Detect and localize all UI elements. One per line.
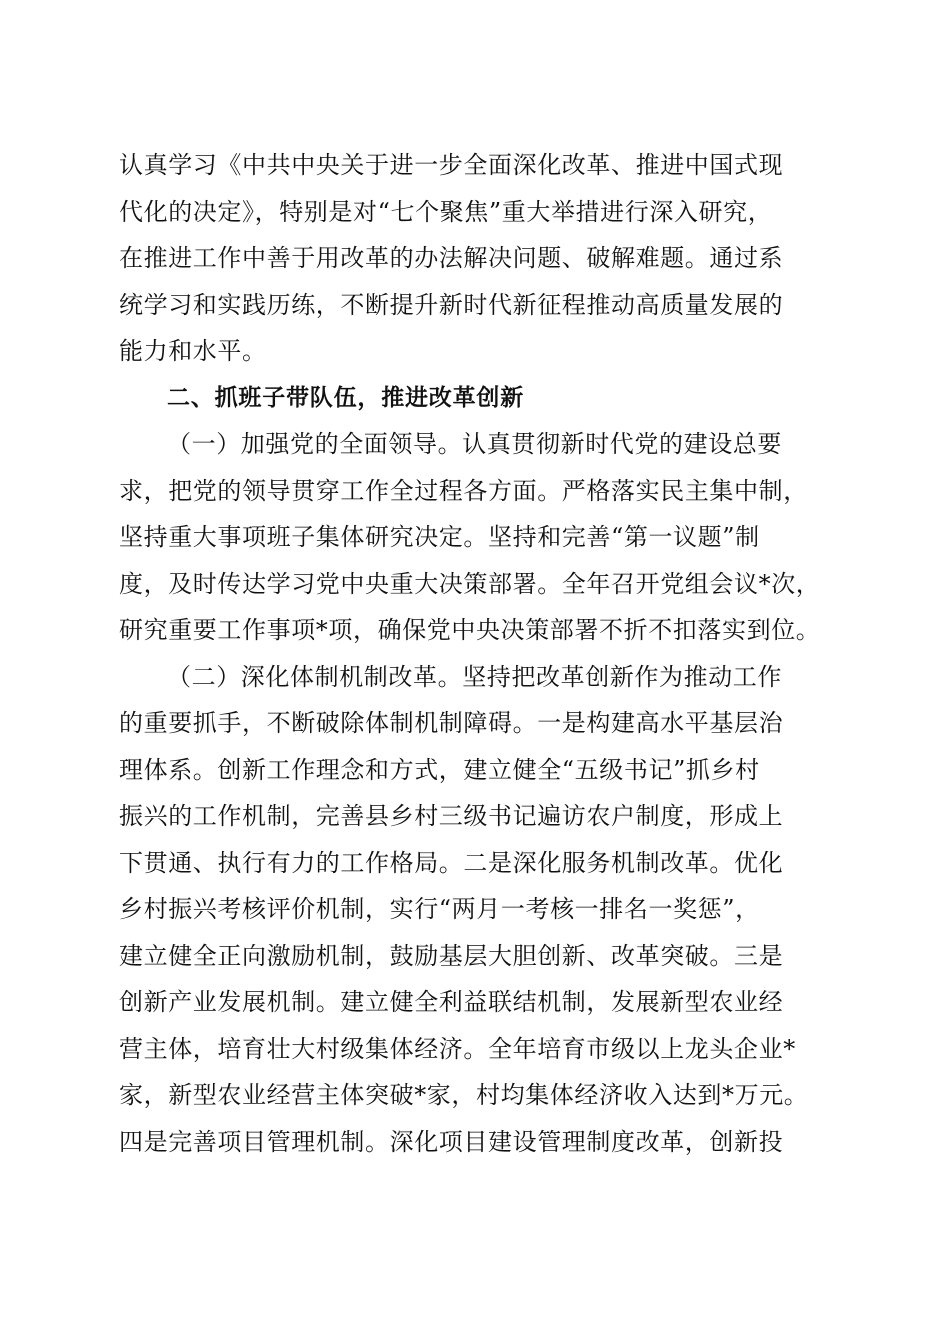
subsection-2-line-10: 家，新型农业经营主体突破*家，村均集体经济收入达到*万元。 [119,1081,809,1109]
section-2-heading: 二、抓班子带队伍，推进改革创新 [167,384,524,411]
subsection-1-lead: （一）加强党的全面领导。 [167,430,463,458]
subsection-1-line-2: 求，把党的领导贯穿工作全过程各方面。严格落实民主集中制， [119,476,808,505]
subsection-1-line-4: 度，及时传达学习党中央重大决策部署。全年召开党组会议*次， [119,569,821,598]
subsection-2-line-9: 营主体，培育壮大村级集体经济。全年培育市级以上龙头企业* [119,1034,796,1063]
subsection-2-line-2: 的重要抓手，不断破除体制机制障碍。一是构建高水平基层治 [119,709,784,737]
subsection-1-first-line-text: 认真贯彻新时代党的建设总要 [462,430,783,458]
subsection-2-first-line-text: 坚持把改革创新作为推动工作 [462,662,783,691]
paragraph-1-line-4: 统学习和实践历练，不断提升新时代新征程推动高质量发展的 [119,290,784,319]
subsection-1-line-3: 坚持重大事项班子集体研究决定。坚持和完善“第一议题”制 [119,523,760,551]
subsection-2-line-3: 理体系。创新工作理念和方式，建立健全“五级书记”抓乡村 [119,755,760,784]
subsection-2-line-6: 乡村振兴考核评价机制，实行“两月一考核一排名一奖惩”， [119,895,760,923]
subsection-1-first-line [119,421,839,468]
subsection-2-line-8: 创新产业发展机制。建立健全利益联结机制，发展新型农业经 [119,988,784,1016]
paragraph-1-line-2: 代化的决定》，特别是对“七个聚焦”重大举措进行深入研究， [119,197,773,226]
paragraph-1-line-1: 认真学习《中共中央关于进一步全面深化改革、推进中国式现 [119,151,784,179]
subsection-2-line-7: 建立健全正向激励机制，鼓励基层大胆创新、改革突破。三是 [119,941,784,970]
paragraph-1-line-5: 能力和水平。 [119,337,267,365]
subsection-2-line-11: 四是完善项目管理机制。深化项目建设管理制度改革，创新投 [119,1127,784,1156]
paragraph-1-line-3: 在推进工作中善于用改革的办法解决问题、破解难题。通过系 [119,244,784,272]
subsection-2-line-5: 下贯通、执行有力的工作格局。二是深化服务机制改革。优化 [119,848,784,877]
subsection-2-line-4: 振兴的工作机制，完善县乡村三级书记遍访农户制度，形成上 [119,802,784,830]
subsection-2-lead: （二）深化体制机制改革。 [167,662,463,691]
subsection-1-line-5: 研究重要工作事项*项，确保党中央决策部署不折不扣落实到位。 [119,616,821,644]
document-body [119,142,839,1165]
subsection-2-first-line [119,654,839,701]
